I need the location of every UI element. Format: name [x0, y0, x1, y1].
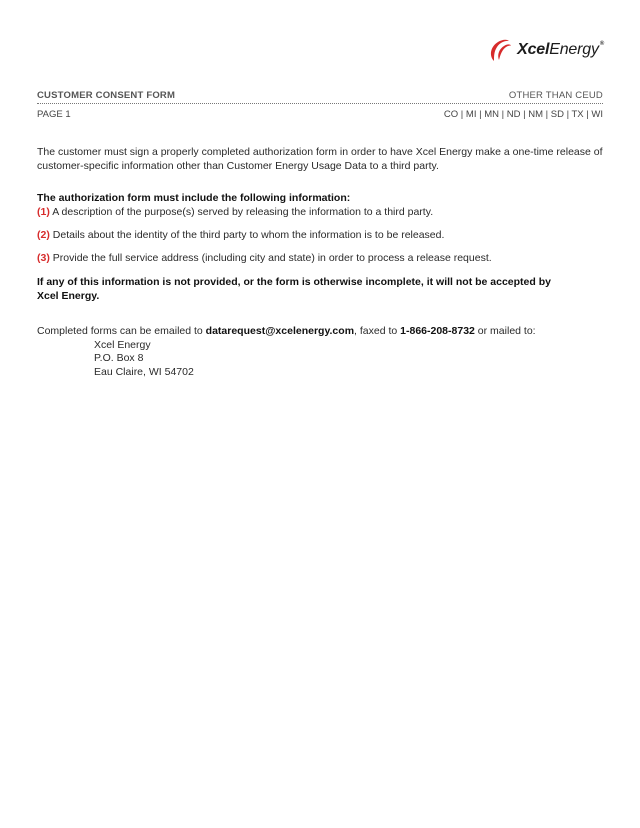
requirement-number: (1)	[37, 205, 50, 218]
email-address[interactable]: datarequest@xcelenergy.com	[205, 325, 355, 337]
incomplete-warning: If any of this information is not provided, or the form is otherwise incomplete, it will not be accepted by Xcel Energy.	[37, 276, 551, 302]
state-list: CO | MI | MN | ND | NM | SD | TX | WI	[443, 109, 603, 120]
mailing-address	[37, 339, 603, 380]
form-header	[37, 90, 603, 101]
requirements-heading: The authorization form must include the following information:	[37, 192, 351, 204]
address-line: Xcel Energy	[94, 338, 151, 351]
submission-instructions: Completed forms can be emailed to datarequest@xcelenergy.com, faxed to 1-866-208-8732 or mailed to:	[37, 325, 536, 337]
address-line: P.O. Box 8	[94, 352, 144, 364]
requirement-text: A description of the purpose(s) served by releasing the information to a third party.	[52, 205, 434, 218]
requirement-number: (3)	[37, 251, 50, 264]
requirement-text: Details about the identity of the third party to whom the information is to be released.	[52, 228, 445, 241]
form-title: CUSTOMER CONSENT FORM	[37, 90, 176, 101]
requirement-text: Provide the full service address (including city and state) in order to process a release request.	[52, 251, 492, 264]
address-line: Eau Claire, WI 54702	[94, 365, 194, 378]
requirement-item	[37, 252, 603, 266]
form-type: OTHER THAN CEUD	[508, 90, 603, 101]
fax-number: 1-866-208-8732	[400, 325, 475, 337]
intro-paragraph: The customer must sign a properly completed authorization form in order to have Xcel Energy make a one-time release of customer-specific information other than Customer Energy Usage Data to a third party.	[37, 146, 603, 172]
form-subheader	[37, 109, 603, 120]
xcel-flame-icon	[486, 36, 514, 64]
requirement-item	[37, 229, 603, 243]
requirement-item	[37, 206, 603, 220]
xcel-energy-logo	[486, 36, 604, 64]
requirement-number: (2)	[37, 228, 50, 241]
logo-wordmark: XcelEnergy®	[517, 41, 604, 58]
page-number: PAGE 1	[37, 109, 71, 120]
header-divider	[37, 103, 603, 104]
form-body	[37, 146, 603, 379]
